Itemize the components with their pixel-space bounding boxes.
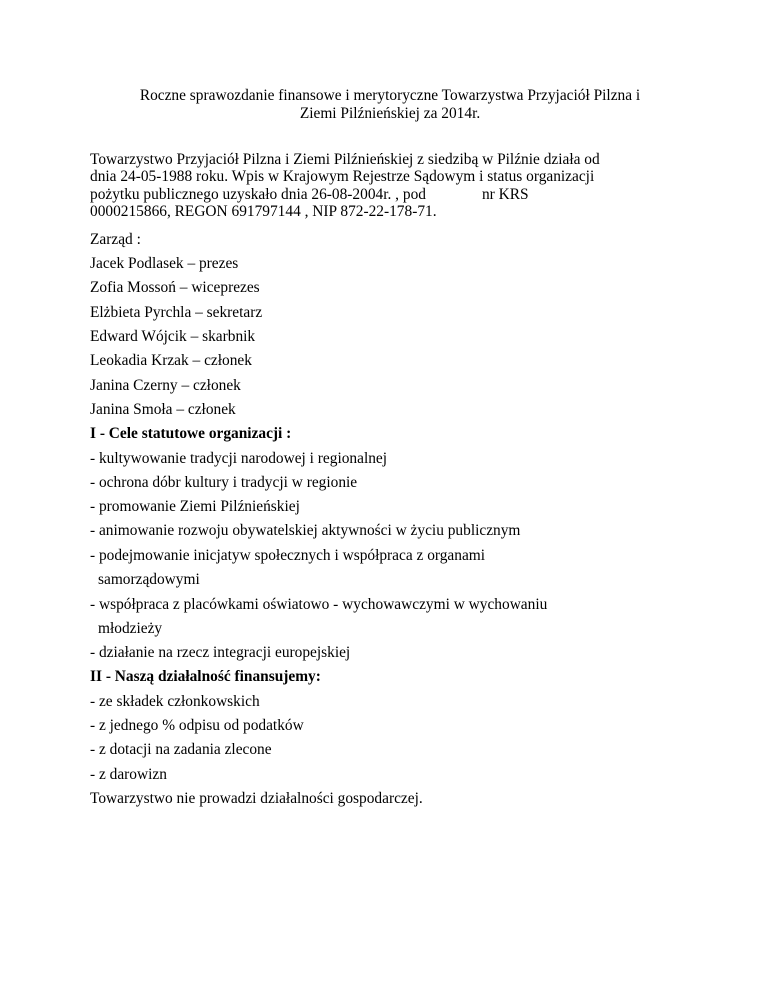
intro-line-1: Towarzystwo Przyjaciół Pilzna i Ziemi Pilźnieńskiej z siedzibą w Pilźnie działa od <box>90 151 600 168</box>
intro-line-2: dnia 24-05-1988 roku. Wpis w Krajowym Rejestrze Sądowym i status organizacji <box>90 168 595 186</box>
intro-paragraph <box>90 151 600 220</box>
funding-item: - z jednego % odpisu od podatków <box>90 717 304 734</box>
board-member: Janina Czerny – członek <box>90 377 241 394</box>
closing-statement: Towarzystwo nie prowadzi działalności gospodarczej. <box>90 790 423 807</box>
funding-item: - z dotacji na zadania zlecone <box>90 741 272 758</box>
intro-line-3 <box>90 186 600 203</box>
board-member: Jacek Podlasek – prezes <box>90 255 239 272</box>
section-1-heading: I - Cele statutowe organizacji : <box>90 425 292 442</box>
goal-item: - działanie na rzecz integracji europejskiej <box>90 644 351 661</box>
title-line-2: Ziemi Pilźnieńskiej za 2014r. <box>299 105 481 122</box>
goal-item: - podejmowanie inicjatyw społecznych i współpraca z organami <box>90 547 486 564</box>
goal-item: - współpraca z placówkami oświatowo - wychowawczymi w wychowaniu <box>90 596 548 613</box>
goal-item-continued: młodzieży <box>98 620 163 637</box>
board-member: Zofia Mossoń – wiceprezes <box>90 279 260 296</box>
funding-item: - ze składek członkowskich <box>90 693 260 710</box>
document-title <box>90 87 690 123</box>
goal-item-continued: samorządowymi <box>98 571 200 588</box>
goal-item: - promowanie Ziemi Pilźnieńskiej <box>90 498 300 515</box>
intro-line-4: 0000215866, REGON 691797144 , NIP 872-22-178-71. <box>90 202 437 220</box>
intro-line-3-start: pożytku publicznego uzyskało dnia 26-08-2004r. , pod <box>90 185 426 203</box>
board-member: Leokadia Krzak – członek <box>90 352 252 369</box>
board-member: Edward Wójcik – skarbnik <box>90 328 256 345</box>
funding-item: - z darowizn <box>90 766 167 783</box>
goal-item: - ochrona dóbr kultury i tradycji w regionie <box>90 474 358 491</box>
goal-item: - animowanie rozwoju obywatelskiej aktywności w życiu publicznym <box>90 522 521 539</box>
title-line-1: Roczne sprawozdanie finansowe i merytoryczne Towarzystwa Przyjaciół Pilzna i <box>139 87 641 104</box>
intro-line-3-end: nr KRS <box>481 185 529 203</box>
board-member: Janina Smoła – członek <box>90 401 236 418</box>
board-member: Elżbieta Pyrchla – sekretarz <box>90 304 263 321</box>
board-heading: Zarząd : <box>90 231 141 248</box>
section-2-heading: II - Naszą działalność finansujemy: <box>90 668 321 685</box>
goal-item: - kultywowanie tradycji narodowej i regionalnej <box>90 450 388 467</box>
